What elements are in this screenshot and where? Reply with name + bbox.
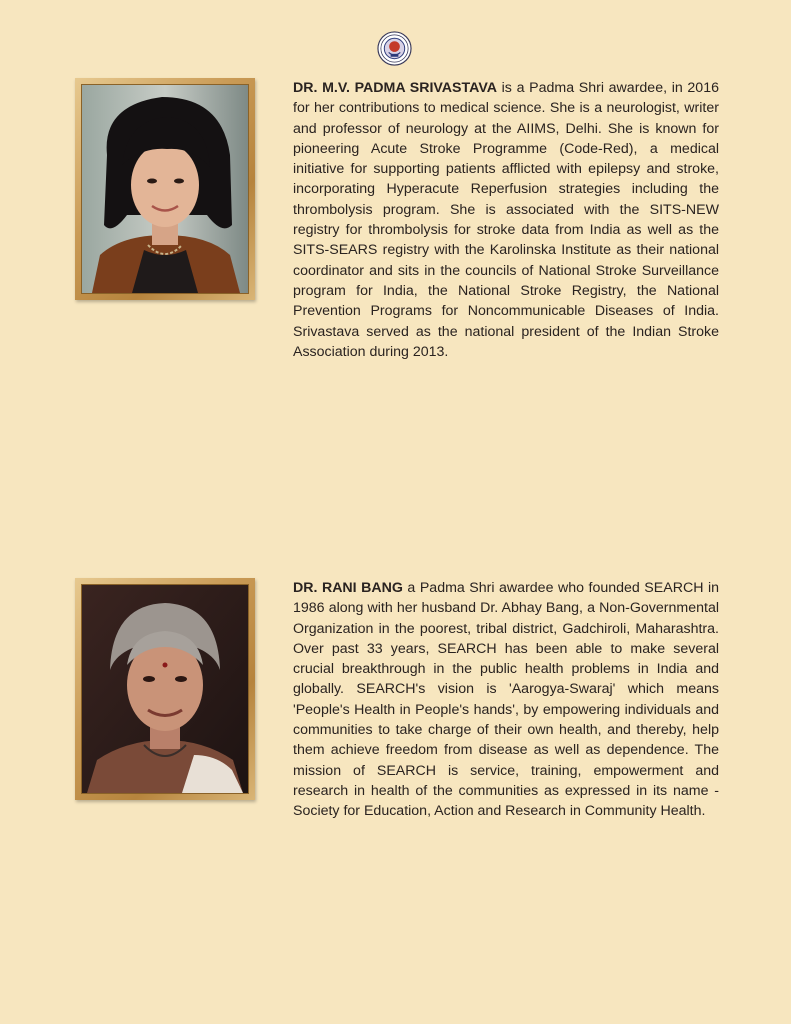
portrait-photo-bang <box>81 584 249 794</box>
bio-body: a Padma Shri awardee who founded SEARCH in 1986 along with her husband Dr. Abhay Bang, a Non-Governmental Organization in the poorest, tribal district, Gadchiroli, Maharashtra. Over past 33 years, SEARCH has been able to make several crucial breakthrough in the public health problems in India and globally. SEARCH's vision is 'Aarogya-Swaraj' which means 'People's Health in People's hands', by empowering individuals and communities to take charge of their own health, and thereby, help them achieve freedom from disease as well as dependence. The mission of SEARCH is service, training, empowerment and research in health of the communities as expressed in its name - Society for Education, Action and Research in Community Health. <box>293 580 719 820</box>
portrait-frame <box>75 78 255 300</box>
person-name: DR. M.V. PADMA SRIVASTAVA <box>293 80 497 96</box>
bio-text <box>293 578 719 822</box>
portrait-photo-srivastava <box>81 84 249 294</box>
bio-text <box>293 78 719 362</box>
seal-emblem-icon <box>377 31 412 66</box>
bio-body: is a Padma Shri awardee, in 2016 for her contributions to medical science. She is a neurologist, writer and professor of neurology at the AIIMS, Delhi. She is known for pioneering Acute Stroke Programme (Code-Red), a medical initiative for supporting patients afflicted with epilepsy and stroke, incorporating Hyperacute Reperfusion strategies including the thrombolysis program. She is associated with the SITS-NEW registry for thrombolysis for stroke data from India as well as the SITS-SEARS registry with the Karolinska Institute as their national coordinator and sits in the councils of National Stroke Surveillance program for India, the National Stroke Registry, the National Prevention Programs for Noncommunicable Diseases of India. Srivastava served as the national president of the Indian Stroke Association during 2013. <box>293 80 719 360</box>
portrait-frame <box>75 578 255 800</box>
person-name: DR. RANI BANG <box>293 580 403 596</box>
